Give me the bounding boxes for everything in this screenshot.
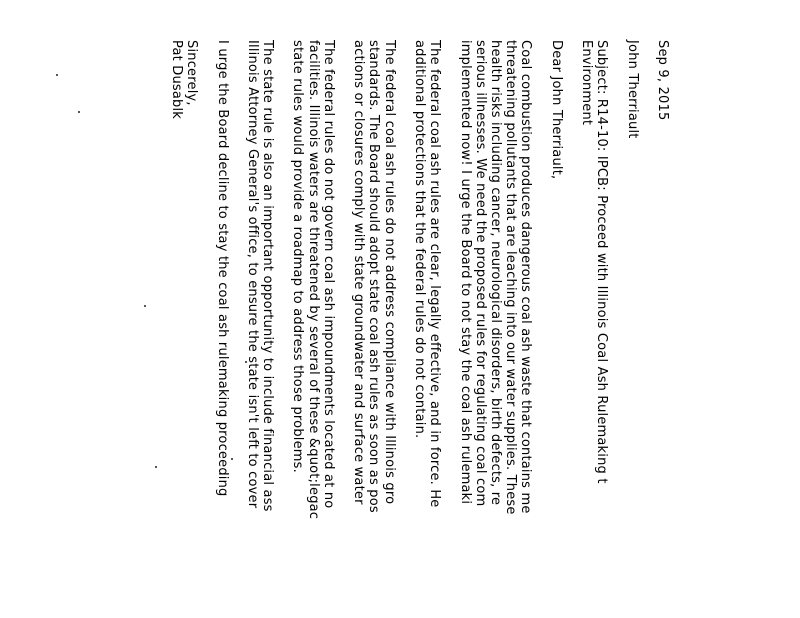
scan-speck [144,305,146,307]
paragraph-line: The state rule is also an important opportunity to include financial ass [260,40,276,512]
paragraph-line: actions or closures comply with state groundwater and surface water [351,40,367,505]
signer-name: Pat Dusablk [169,40,184,120]
paragraph-line: state rules would provide a roadmap to address those problems. [290,40,306,473]
subject-line: Subject: R14-10: IPCB: Proceed with Illinois Coal Ash Rulemaking t [594,40,610,484]
paragraph-line: The federal coal ash rules are clear, legally effective, and in force. He [427,40,443,508]
scan-speck [56,74,58,76]
paragraph-line: threatening pollutants that are leaching into our water supplies. These [503,40,519,515]
paragraph-line: serious illnesses. We need the proposed rules for regulating coal com [472,40,488,507]
closing: Sincerely, [184,40,200,106]
paragraph-line: Illinois Attorney General's office, to ensure the state isn't left to cover [244,40,260,509]
paragraph-line: health risks including cancer, neurological disorders, birth defects, re [487,40,503,506]
letter-body [169,40,670,618]
paragraph-line: Coal combustion produces dangerous coal ash waste that contains me [518,40,534,514]
paragraph-line: standards. The Board should adopt state coal ash rules as soon as pos [366,40,382,513]
paragraph-line: facilities. Illinois waters are threatened by several of these &quot;legac [305,40,321,520]
letter-date: Sep 9, 2015 [655,40,670,121]
paragraph-line: The federal rules do not govern coal ash impoundments located at no [320,40,336,509]
paragraph-line: The federal coal ash rules do not address compliance with Illinois gro [381,40,397,505]
salutation: Dear John Therriault, [548,40,564,180]
letter-recipient: John Therriault [624,40,640,139]
paragraph-line: I urge the Board decline to stay the coal ash rulemaking proceeding [214,40,230,497]
paragraph-line: implemented now! I urge the Board to not stay the coal ash rulemaki [457,40,473,505]
scan-speck [155,466,157,468]
scan-speck [78,111,80,113]
subject-line: Environment [579,40,595,126]
paragraph-line: additional protections that the federal rules do not contain. [412,40,427,439]
